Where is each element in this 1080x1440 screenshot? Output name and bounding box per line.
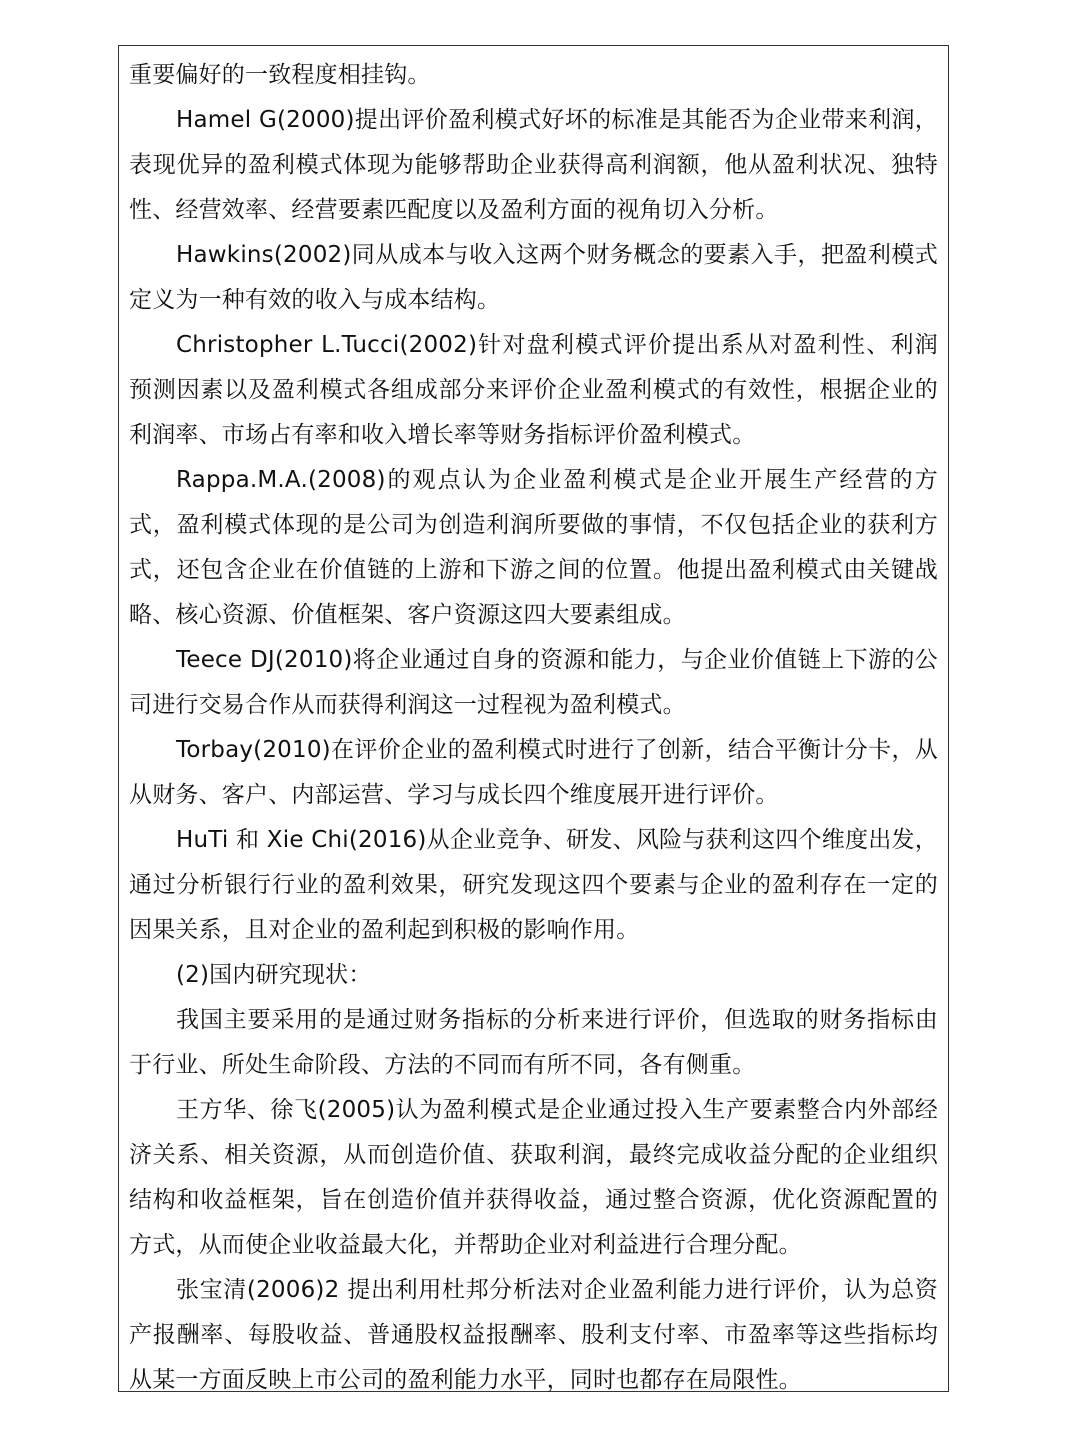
paragraph-11: 王方华、徐飞(2005)认为盈利模式是企业通过投入生产要素整合内外部经济关系、相关资源，从而创造价值、获取利润，最终完成收益分配的企业组织结构和收益框架，旨在创造价值并获得收益，通过整合资源，优化资源配置的方式，从而使企业收益最大化，并帮助企业对利益进行合理分配。 [129, 1097, 938, 1258]
paragraph-6: Teece DJ(2010)将企业通过自身的资源和能力，与企业价值链上下游的公司进行交易合作从而获得利润这一过程视为盈利模式。 [129, 647, 938, 718]
paragraph-5: Rappa.M.A.(2008)的观点认为企业盈利模式是企业开展生产经营的方式，盈利模式体现的是公司为创造利润所要做的事情，不仅包括企业的获利方式，还包含企业在价值链的上游和下游之间的位置。他提出盈利模式由关键战略、核心资源、价值框架、客户资源这四大要素组成。 [129, 467, 938, 628]
section-heading-domestic: (2)国内研究现状： [176, 962, 372, 988]
paragraph-7: Torbay(2010)在评价企业的盈利模式时进行了创新，结合平衡计分卡，从从财务、客户、内部运营、学习与成长四个维度展开进行评价。 [129, 737, 938, 808]
document-frame [118, 45, 949, 1392]
paragraph-8: HuTi 和 Xie Chi(2016)从企业竞争、研发、风险与获利这四个维度出发，通过分析银行行业的盈利效果，研究发现这四个要素与企业的盈利存在一定的因果关系，且对企业的盈利起到积极的影响作用。 [129, 827, 938, 943]
paragraph-2: Hamel G(2000)提出评价盈利模式好坏的标准是其能否为企业带来利润，表现优异的盈利模式体现为能够帮助企业获得高利润额，他从盈利状况、独特性、经营效率、经营要素匹配度以及盈利方面的视角切入分析。 [129, 107, 938, 223]
paragraph-1: 重要偏好的一致程度相挂钩。 [129, 62, 431, 88]
paragraph-10: 我国主要采用的是通过财务指标的分析来进行评价，但选取的财务指标由于行业、所处生命阶段、方法的不同而有所不同，各有侧重。 [129, 1007, 938, 1078]
paragraph-3: Hawkins(2002)同从成本与收入这两个财务概念的要素入手，把盈利模式定义为一种有效的收入与成本结构。 [129, 242, 938, 313]
paragraph-12: 张宝清(2006)2 提出利用杜邦分析法对企业盈利能力进行评价，认为总资产报酬率、每股收益、普通股权益报酬率、股利支付率、市盈率等这些指标均从某一方面反映上市公司的盈利能力水平，同时也都存在局限性。 [129, 1277, 938, 1393]
paragraph-4: Christopher L.Tucci(2002)针对盘利模式评价提出系从对盈利性、利润预测因素以及盈利模式各组成部分来评价企业盈利模式的有效性，根据企业的利润率、市场占有率和收入增长率等财务指标评价盈利模式。 [129, 332, 938, 448]
